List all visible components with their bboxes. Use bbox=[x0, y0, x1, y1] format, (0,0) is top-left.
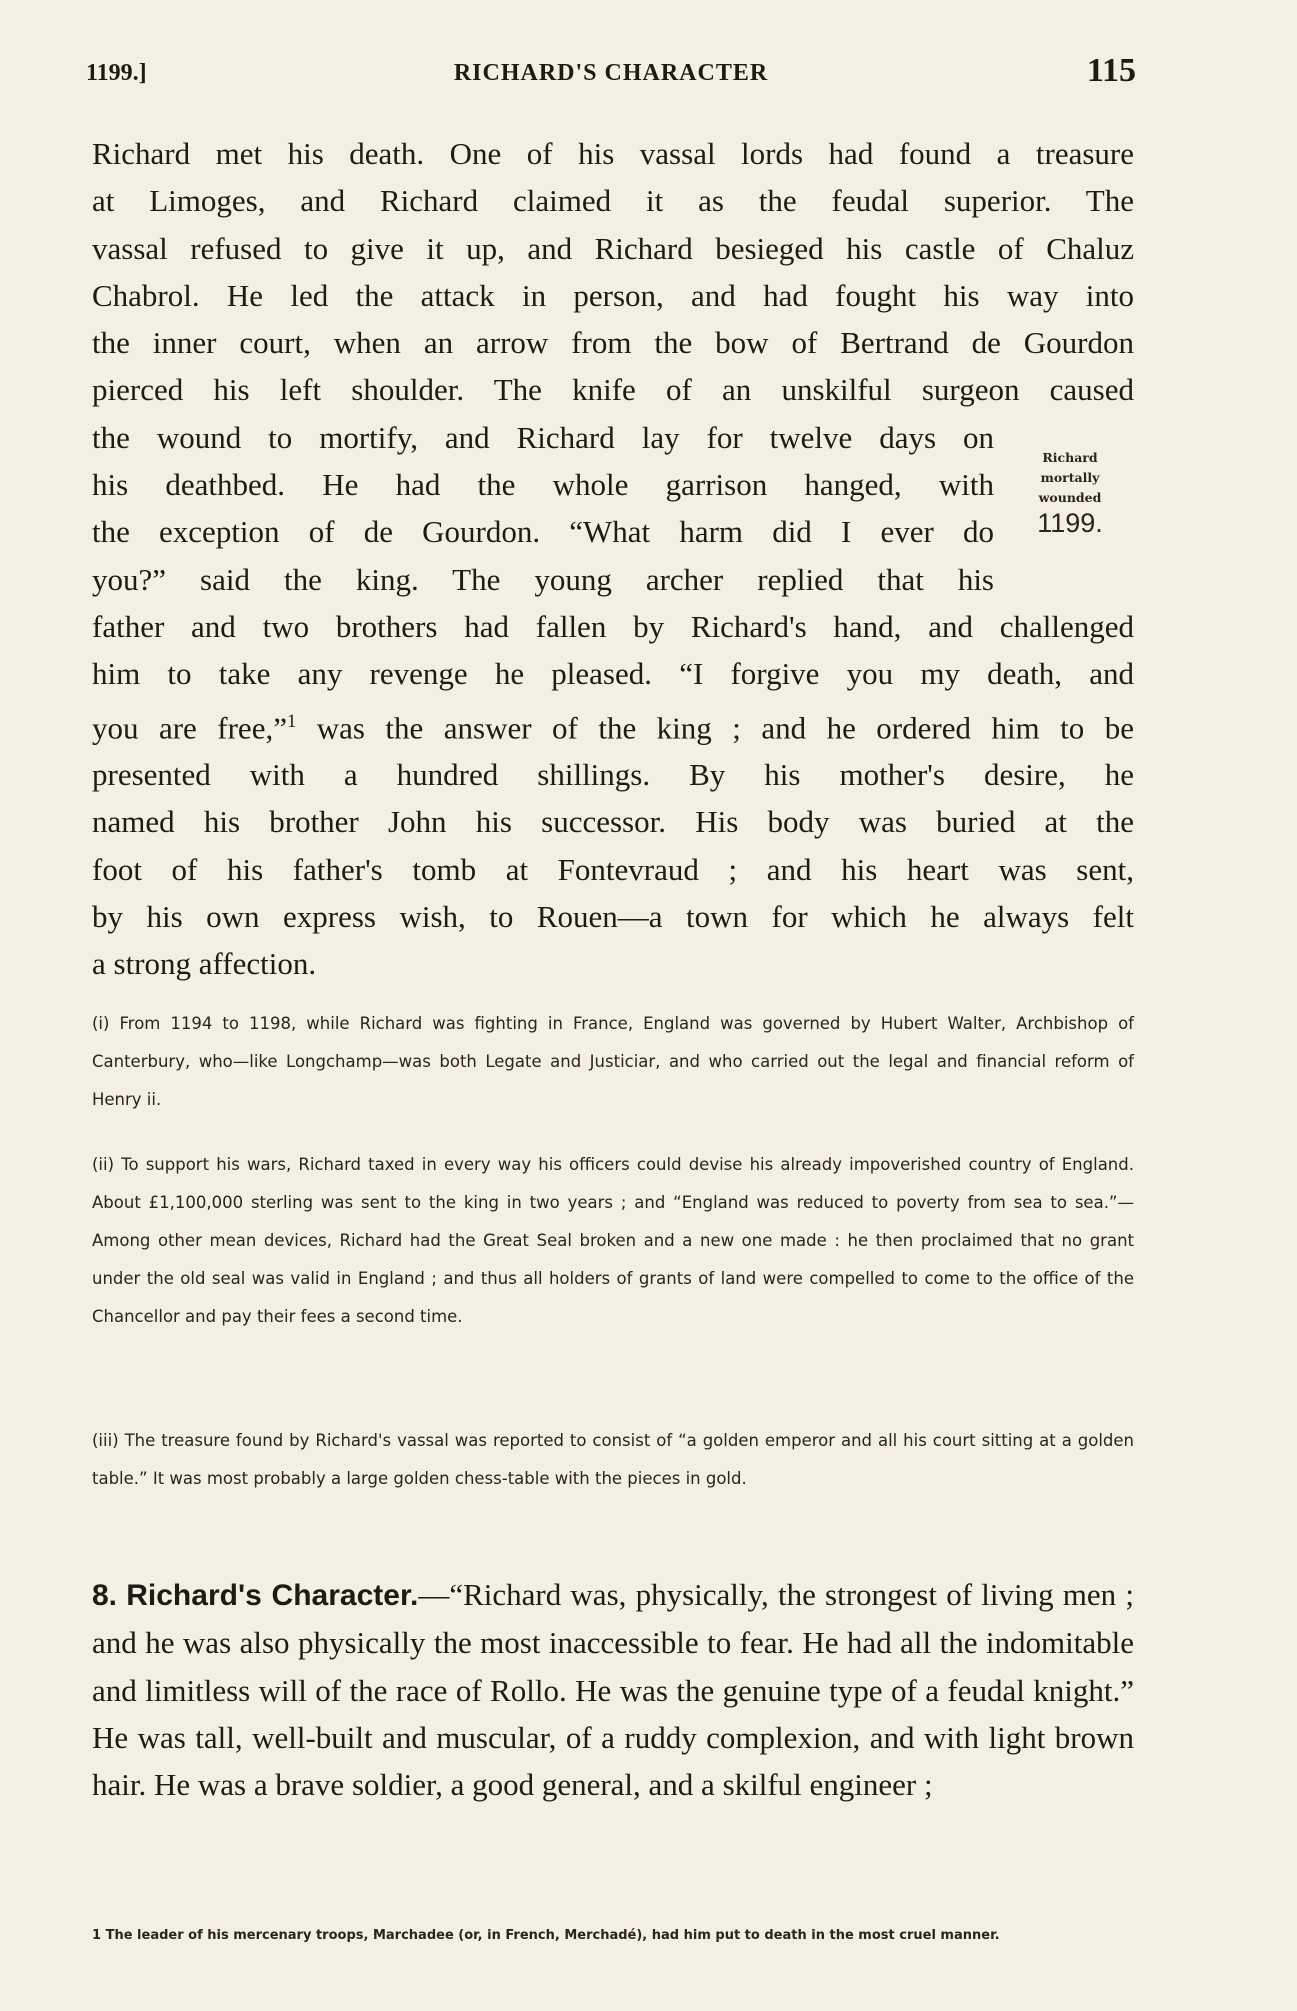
text-line: his deathbed. He had the whole garrison hanged, with bbox=[92, 467, 994, 503]
footnote-number: 1 bbox=[92, 1928, 102, 1943]
footnote-text: The leader of his mercenary troops, Marchadee (or, in French, Merchadé), had him put to death in the most cruel manner. bbox=[105, 1928, 1000, 1943]
text-line: the exception of de Gourdon. “What harm did I ever do bbox=[92, 514, 994, 550]
margin-note-line: Richard bbox=[1042, 450, 1098, 465]
text-fragment: was the answer of the king ; and he ordered him to be bbox=[296, 709, 1134, 745]
text-line: a strong affection. bbox=[92, 946, 317, 982]
text-line: you?” said the king. The young archer replied that his bbox=[92, 561, 994, 597]
text-line: Chabrol. He led the attack in person, and had fought his way into bbox=[92, 277, 1134, 313]
text-line: presented with a hundred shillings. By his mother's desire, he bbox=[92, 757, 1134, 793]
section-8 bbox=[92, 1571, 1134, 1808]
text-line: by his own express wish, to Rouen—a town for which he always felt bbox=[92, 899, 1134, 935]
margin-note bbox=[1010, 448, 1130, 538]
section-number: 8. bbox=[92, 1579, 118, 1612]
text-line: pierced his left shoulder. The knife of an unskilful surgeon caused bbox=[92, 372, 1134, 408]
text-line: the wound to mortify, and Richard lay for twelve days on bbox=[92, 419, 994, 455]
note-ii: (ii) To support his wars, Richard taxed in every way his officers could devise his already impoverished country of England. About £1,100,000 sterling was sent to the king in two years ; and “England was reduced to poverty from sea to sea.”—Among other mean devices, Richard had the Great Seal broken and a new one made : he then proclaimed that no grant under the old seal was valid in England ; and thus all holders of grants of land were compelled to come to the office of the Chancellor and pay their fees a second time. bbox=[92, 1155, 1134, 1326]
text-fragment: you are free,” bbox=[92, 709, 287, 745]
text-line: at Limoges, and Richard claimed it as the feudal superior. The bbox=[92, 183, 1134, 219]
section-text: —“Richard was, physically, the strongest of living men ; and he was also physically the most inaccessible to fear. He had all the indomitable and limitless will of the race of Rollo. He was the genuine type of a feudal knight.” He was tall, well-built and muscular, of a ruddy complexion, and with light brown hair. He was a brave soldier, a good general, and a skilful engineer ; bbox=[92, 1577, 1134, 1803]
page-number: 115 bbox=[1086, 52, 1136, 89]
page-header bbox=[86, 52, 1136, 92]
margin-note-line: mortally bbox=[1040, 470, 1100, 485]
header-year: 1199.] bbox=[86, 60, 147, 86]
note-i: (i) From 1194 to 1198, while Richard was fighting in France, England was governed by Hubert Walter, Archbishop of Canterbury, who—like Longchamp—was both Legate and Justiciar, and who carried out the legal and financial reform of Henry ii. bbox=[92, 1014, 1134, 1109]
text-line: Richard met his death. One of his vassal lords had found a treasure bbox=[92, 136, 1134, 171]
text-line bbox=[92, 698, 1134, 752]
note-iii: (iii) The treasure found by Richard's vassal was reported to consist of “a golden emperor and all his court sitting at a golden table.” It was most probably a large golden chess-table with the pieces in gold. bbox=[92, 1431, 1134, 1488]
main-paragraph bbox=[92, 130, 1134, 988]
text-line: the inner court, when an arrow from the bow of Bertrand de Gourdon bbox=[92, 325, 1134, 361]
text-line: father and two brothers had fallen by Richard's hand, and challenged bbox=[92, 608, 1134, 644]
text-line: vassal refused to give it up, and Richard besieged his castle of Chaluz bbox=[92, 230, 1134, 266]
text-line: named his brother John his successor. His body was buried at the bbox=[92, 804, 1134, 840]
margin-note-line: wounded bbox=[1038, 490, 1102, 505]
margin-note-year: 1199. bbox=[1037, 508, 1103, 538]
running-title: RICHARD'S CHARACTER bbox=[453, 60, 769, 86]
footnote bbox=[92, 1925, 1134, 1947]
footnote-reference: 1 bbox=[286, 710, 297, 732]
section-title: Richard's Character. bbox=[126, 1579, 419, 1612]
text-line: him to take any revenge he pleased. “I forgive you my death, and bbox=[92, 656, 1134, 692]
text-line: foot of his father's tomb at Fontevraud ; and his heart was sent, bbox=[92, 851, 1134, 887]
